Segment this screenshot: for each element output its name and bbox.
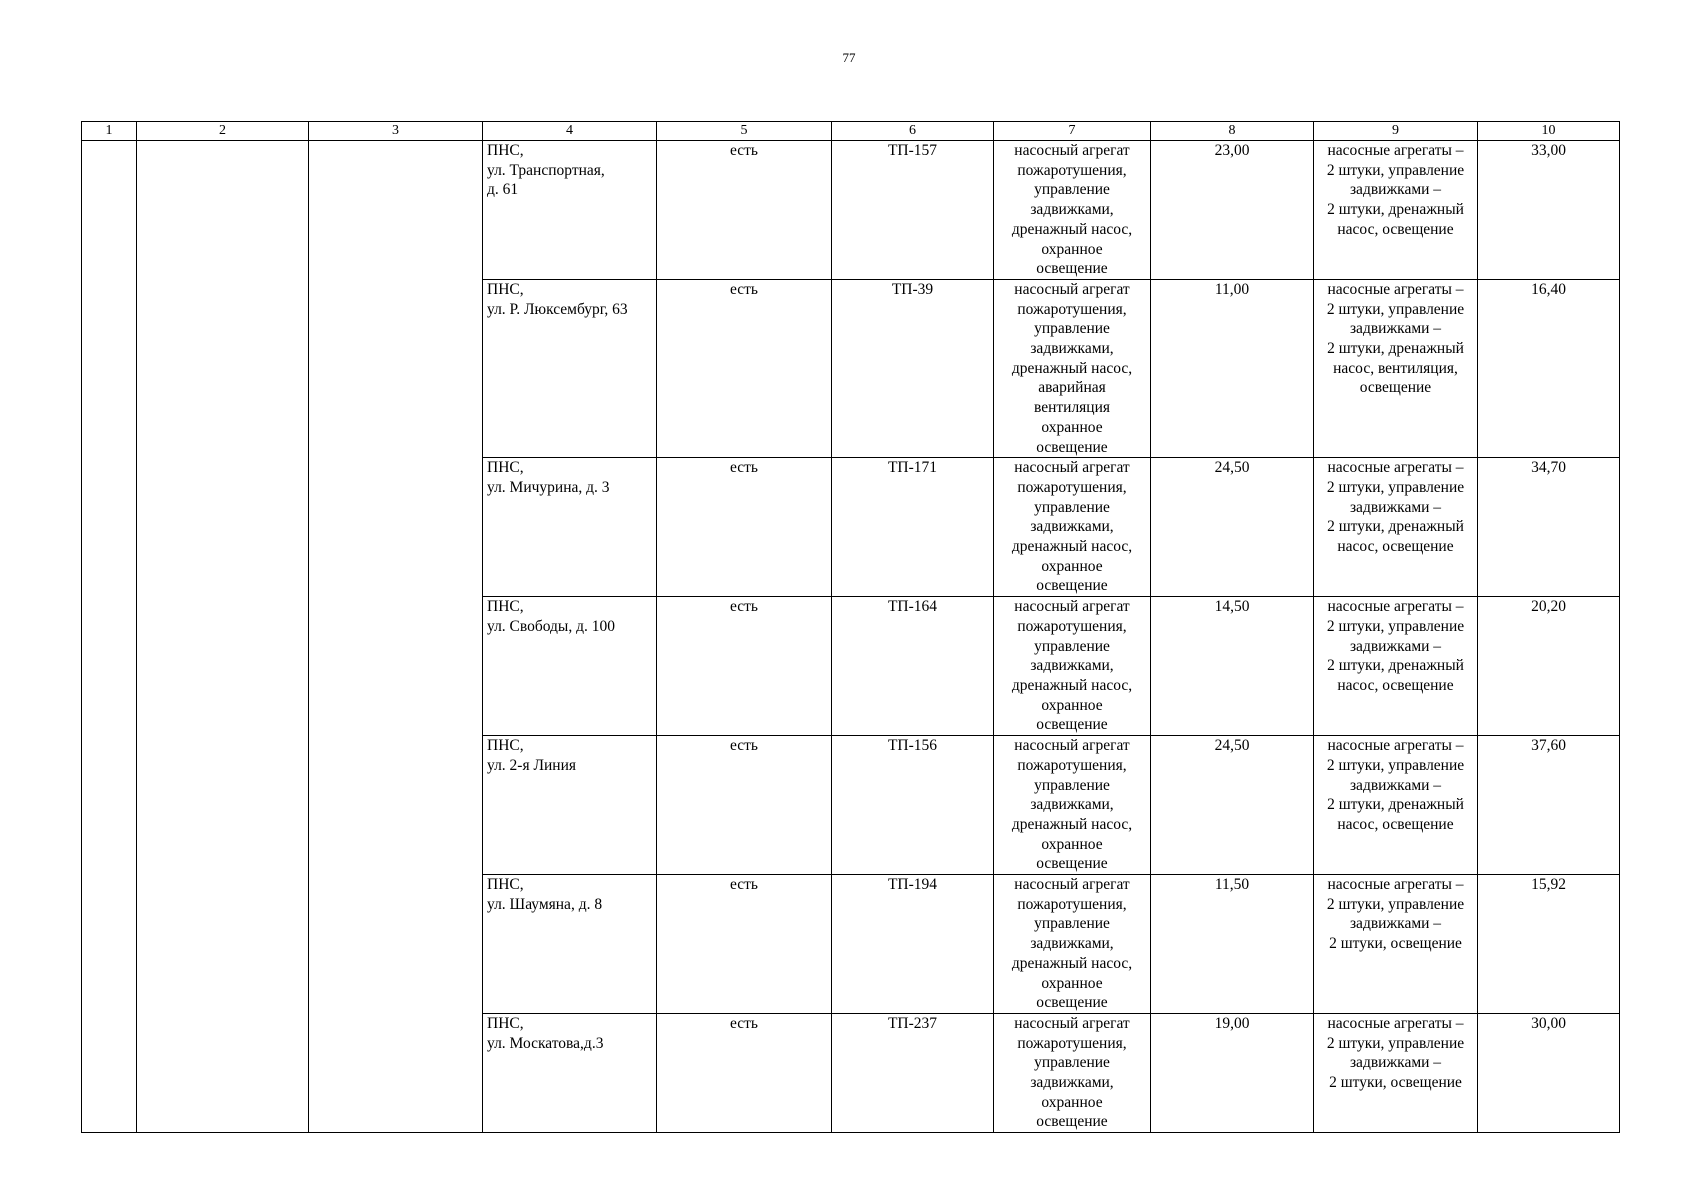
equipment-cell (994, 875, 1151, 1014)
object-name-cell (483, 141, 657, 280)
cell-line: задвижками – (1349, 637, 1442, 655)
equipment-list-cell (1314, 458, 1478, 597)
cell-line: 2 штуки, управление (1326, 478, 1465, 496)
total-value-cell: 15,92 (1478, 875, 1620, 1014)
cell-line: управление (1034, 776, 1110, 794)
cell-line: ул. Мичурина, д. 3 (487, 478, 610, 496)
total-value-cell: 20,20 (1478, 597, 1620, 736)
cell-line: задвижками, (1030, 1074, 1114, 1092)
column-header: 1 (82, 122, 137, 141)
cell-line: дренажный насос, (1011, 220, 1133, 238)
equipment-cell (994, 736, 1151, 875)
power-value-cell: 19,00 (1151, 1013, 1314, 1132)
cell-line: управление (1034, 320, 1110, 338)
cell-line: охранное (1041, 974, 1103, 992)
cell-line: насосный агрегат (1014, 737, 1130, 755)
cell-line: дренажный насос, (1011, 954, 1133, 972)
substation-cell: ТП-237 (832, 1013, 994, 1132)
equipment-list-cell (1314, 736, 1478, 875)
cell-line: управление (1034, 1054, 1110, 1072)
availability-cell: есть (657, 279, 832, 457)
cell-line: насосные агрегаты – (1327, 1014, 1464, 1032)
empty-cell (137, 141, 309, 1133)
page-number: 77 (842, 50, 856, 65)
cell-line: ПНС, (487, 598, 524, 616)
cell-line: 2 штуки, дренажный (1327, 201, 1464, 219)
cell-line: насос, освещение (1337, 538, 1454, 556)
equipment-cell (994, 458, 1151, 597)
cell-line: пожаротушения, (1017, 1034, 1127, 1052)
object-name-cell (483, 279, 657, 457)
equipment-list-cell (1314, 279, 1478, 457)
availability-cell: есть (657, 597, 832, 736)
column-header: 5 (657, 122, 832, 141)
cell-line: ул. Р. Люксембург, 63 (487, 300, 628, 318)
cell-line: задвижками, (1030, 201, 1114, 219)
cell-line: задвижками, (1030, 518, 1114, 536)
cell-line: ПНС, (487, 280, 524, 298)
cell-line: 2 штуки, управление (1326, 300, 1465, 318)
cell-line: 2 штуки, дренажный (1327, 340, 1464, 358)
object-name-cell (483, 875, 657, 1014)
cell-line: охранное (1041, 557, 1103, 575)
cell-line: 2 штуки, управление (1326, 756, 1465, 774)
object-name-cell (483, 1013, 657, 1132)
cell-line: освещение (1036, 260, 1108, 278)
cell-line: насосные агрегаты – (1327, 280, 1464, 298)
cell-line: охранное (1041, 418, 1103, 436)
cell-line: задвижками, (1030, 796, 1114, 814)
total-value-cell: 37,60 (1478, 736, 1620, 875)
column-header: 7 (994, 122, 1151, 141)
cell-line: 2 штуки, управление (1326, 1034, 1465, 1052)
cell-line: насосные агрегаты – (1327, 876, 1464, 894)
substation-cell: ТП-171 (832, 458, 994, 597)
cell-line: задвижками – (1349, 1054, 1442, 1072)
cell-line: задвижками – (1349, 915, 1442, 933)
cell-line: 2 штуки, освещение (1329, 1074, 1462, 1092)
cell-line: ПНС, (487, 142, 524, 159)
cell-line: охранное (1041, 240, 1103, 258)
object-name-cell (483, 597, 657, 736)
cell-line: насосный агрегат (1014, 280, 1130, 298)
cell-line: 2 штуки, управление (1326, 895, 1465, 913)
cell-line: ПНС, (487, 459, 524, 477)
availability-cell: есть (657, 141, 832, 280)
cell-line: ул. Москатова,д.3 (487, 1034, 604, 1052)
cell-line: пожаротушения, (1017, 756, 1127, 774)
cell-line: задвижками – (1349, 320, 1442, 338)
object-name-cell (483, 458, 657, 597)
column-header: 2 (137, 122, 309, 141)
cell-line: освещение (1036, 716, 1108, 734)
cell-line: задвижками – (1349, 498, 1442, 516)
cell-line: охранное (1041, 1093, 1103, 1111)
availability-cell: есть (657, 1013, 832, 1132)
cell-line: дренажный насос, (1011, 676, 1133, 694)
cell-line: насосный агрегат (1014, 1014, 1130, 1032)
cell-line: 2 штуки, освещение (1329, 935, 1462, 953)
cell-line: вентиляция (1033, 399, 1111, 417)
equipment-cell (994, 597, 1151, 736)
cell-line: насосные агрегаты – (1327, 737, 1464, 755)
header-row (82, 122, 1620, 141)
equipment-cell (994, 141, 1151, 280)
cell-line: 2 штуки, управление (1326, 161, 1465, 179)
cell-line: управление (1034, 915, 1110, 933)
cell-line: дренажный насос, (1011, 538, 1133, 556)
cell-line: задвижками – (1349, 776, 1442, 794)
table-row (82, 141, 1620, 280)
empty-cell (82, 141, 137, 1133)
column-header: 8 (1151, 122, 1314, 141)
cell-line: ул. Шаумяна, д. 8 (487, 895, 603, 913)
substation-cell: ТП-164 (832, 597, 994, 736)
availability-cell: есть (657, 736, 832, 875)
cell-line: насосный агрегат (1014, 876, 1130, 894)
cell-line: ПНС, (487, 1014, 524, 1032)
cell-line: 2 штуки, дренажный (1327, 657, 1464, 675)
equipment-list-cell (1314, 1013, 1478, 1132)
cell-line: управление (1034, 181, 1110, 199)
total-value-cell: 33,00 (1478, 141, 1620, 280)
cell-line: задвижками, (1030, 657, 1114, 675)
cell-line: задвижками – (1349, 181, 1442, 199)
equipment-cell (994, 279, 1151, 457)
power-value-cell: 24,50 (1151, 458, 1314, 597)
cell-line: 2 штуки, управление (1326, 617, 1465, 635)
cell-line: ул. Транспортная, (487, 161, 605, 179)
cell-line: д. 61 (487, 181, 519, 199)
column-header: 10 (1478, 122, 1620, 141)
cell-line: насосные агрегаты – (1327, 598, 1464, 616)
cell-line: насосный агрегат (1014, 598, 1130, 616)
power-value-cell: 11,50 (1151, 875, 1314, 1014)
equipment-list-cell (1314, 141, 1478, 280)
object-name-cell (483, 736, 657, 875)
cell-line: задвижками, (1030, 340, 1114, 358)
column-header: 9 (1314, 122, 1478, 141)
cell-line: управление (1034, 637, 1110, 655)
cell-line: пожаротушения, (1017, 478, 1127, 496)
table-body (82, 141, 1620, 1133)
cell-line: освещение (1036, 855, 1108, 873)
cell-line: насосный агрегат (1014, 459, 1130, 477)
cell-line: аварийная (1038, 379, 1106, 397)
cell-line: дренажный насос, (1011, 359, 1133, 377)
cell-line: освещение (1036, 994, 1108, 1012)
cell-line: освещение (1036, 1113, 1108, 1131)
total-value-cell: 34,70 (1478, 458, 1620, 597)
cell-line: пожаротушения, (1017, 617, 1127, 635)
total-value-cell: 30,00 (1478, 1013, 1620, 1132)
equipment-cell (994, 1013, 1151, 1132)
column-header: 4 (483, 122, 657, 141)
availability-cell: есть (657, 458, 832, 597)
cell-line: 2 штуки, дренажный (1327, 518, 1464, 536)
equipment-list-cell (1314, 597, 1478, 736)
cell-line: насосные агрегаты – (1327, 142, 1464, 159)
cell-line: ул. 2-я Линия (487, 756, 576, 774)
cell-line: пожаротушения, (1017, 895, 1127, 913)
cell-line: 2 штуки, дренажный (1327, 796, 1464, 814)
power-value-cell: 14,50 (1151, 597, 1314, 736)
cell-line: насос, вентиляция, (1333, 359, 1458, 377)
cell-line: дренажный насос, (1011, 815, 1133, 833)
cell-line: пожаротушения, (1017, 300, 1127, 318)
column-header: 6 (832, 122, 994, 141)
cell-line: ул. Свободы, д. 100 (487, 617, 615, 635)
equipment-list-cell (1314, 875, 1478, 1014)
cell-line: освещение (1359, 379, 1432, 397)
cell-line: освещение (1036, 577, 1108, 595)
cell-line: задвижками, (1030, 935, 1114, 953)
cell-line: насосный агрегат (1014, 142, 1130, 159)
cell-line: освещение (1036, 438, 1108, 456)
substation-cell: ТП-157 (832, 141, 994, 280)
cell-line: насос, освещение (1337, 676, 1454, 694)
cell-line: пожаротушения, (1017, 161, 1127, 179)
substation-cell: ТП-39 (832, 279, 994, 457)
cell-line: ПНС, (487, 876, 524, 894)
cell-line: ПНС, (487, 737, 524, 755)
cell-line: насос, освещение (1337, 815, 1454, 833)
cell-line: охранное (1041, 835, 1103, 853)
cell-line: охранное (1041, 696, 1103, 714)
cell-line: насос, освещение (1337, 220, 1454, 238)
power-value-cell: 23,00 (1151, 141, 1314, 280)
cell-line: управление (1034, 498, 1110, 516)
power-value-cell: 11,00 (1151, 279, 1314, 457)
column-header: 3 (309, 122, 483, 141)
substation-cell: ТП-194 (832, 875, 994, 1014)
substation-cell: ТП-156 (832, 736, 994, 875)
total-value-cell: 16,40 (1478, 279, 1620, 457)
power-value-cell: 24,50 (1151, 736, 1314, 875)
cell-line: насосные агрегаты – (1327, 459, 1464, 477)
availability-cell: есть (657, 875, 832, 1014)
empty-cell (309, 141, 483, 1133)
data-table (81, 121, 1620, 1133)
